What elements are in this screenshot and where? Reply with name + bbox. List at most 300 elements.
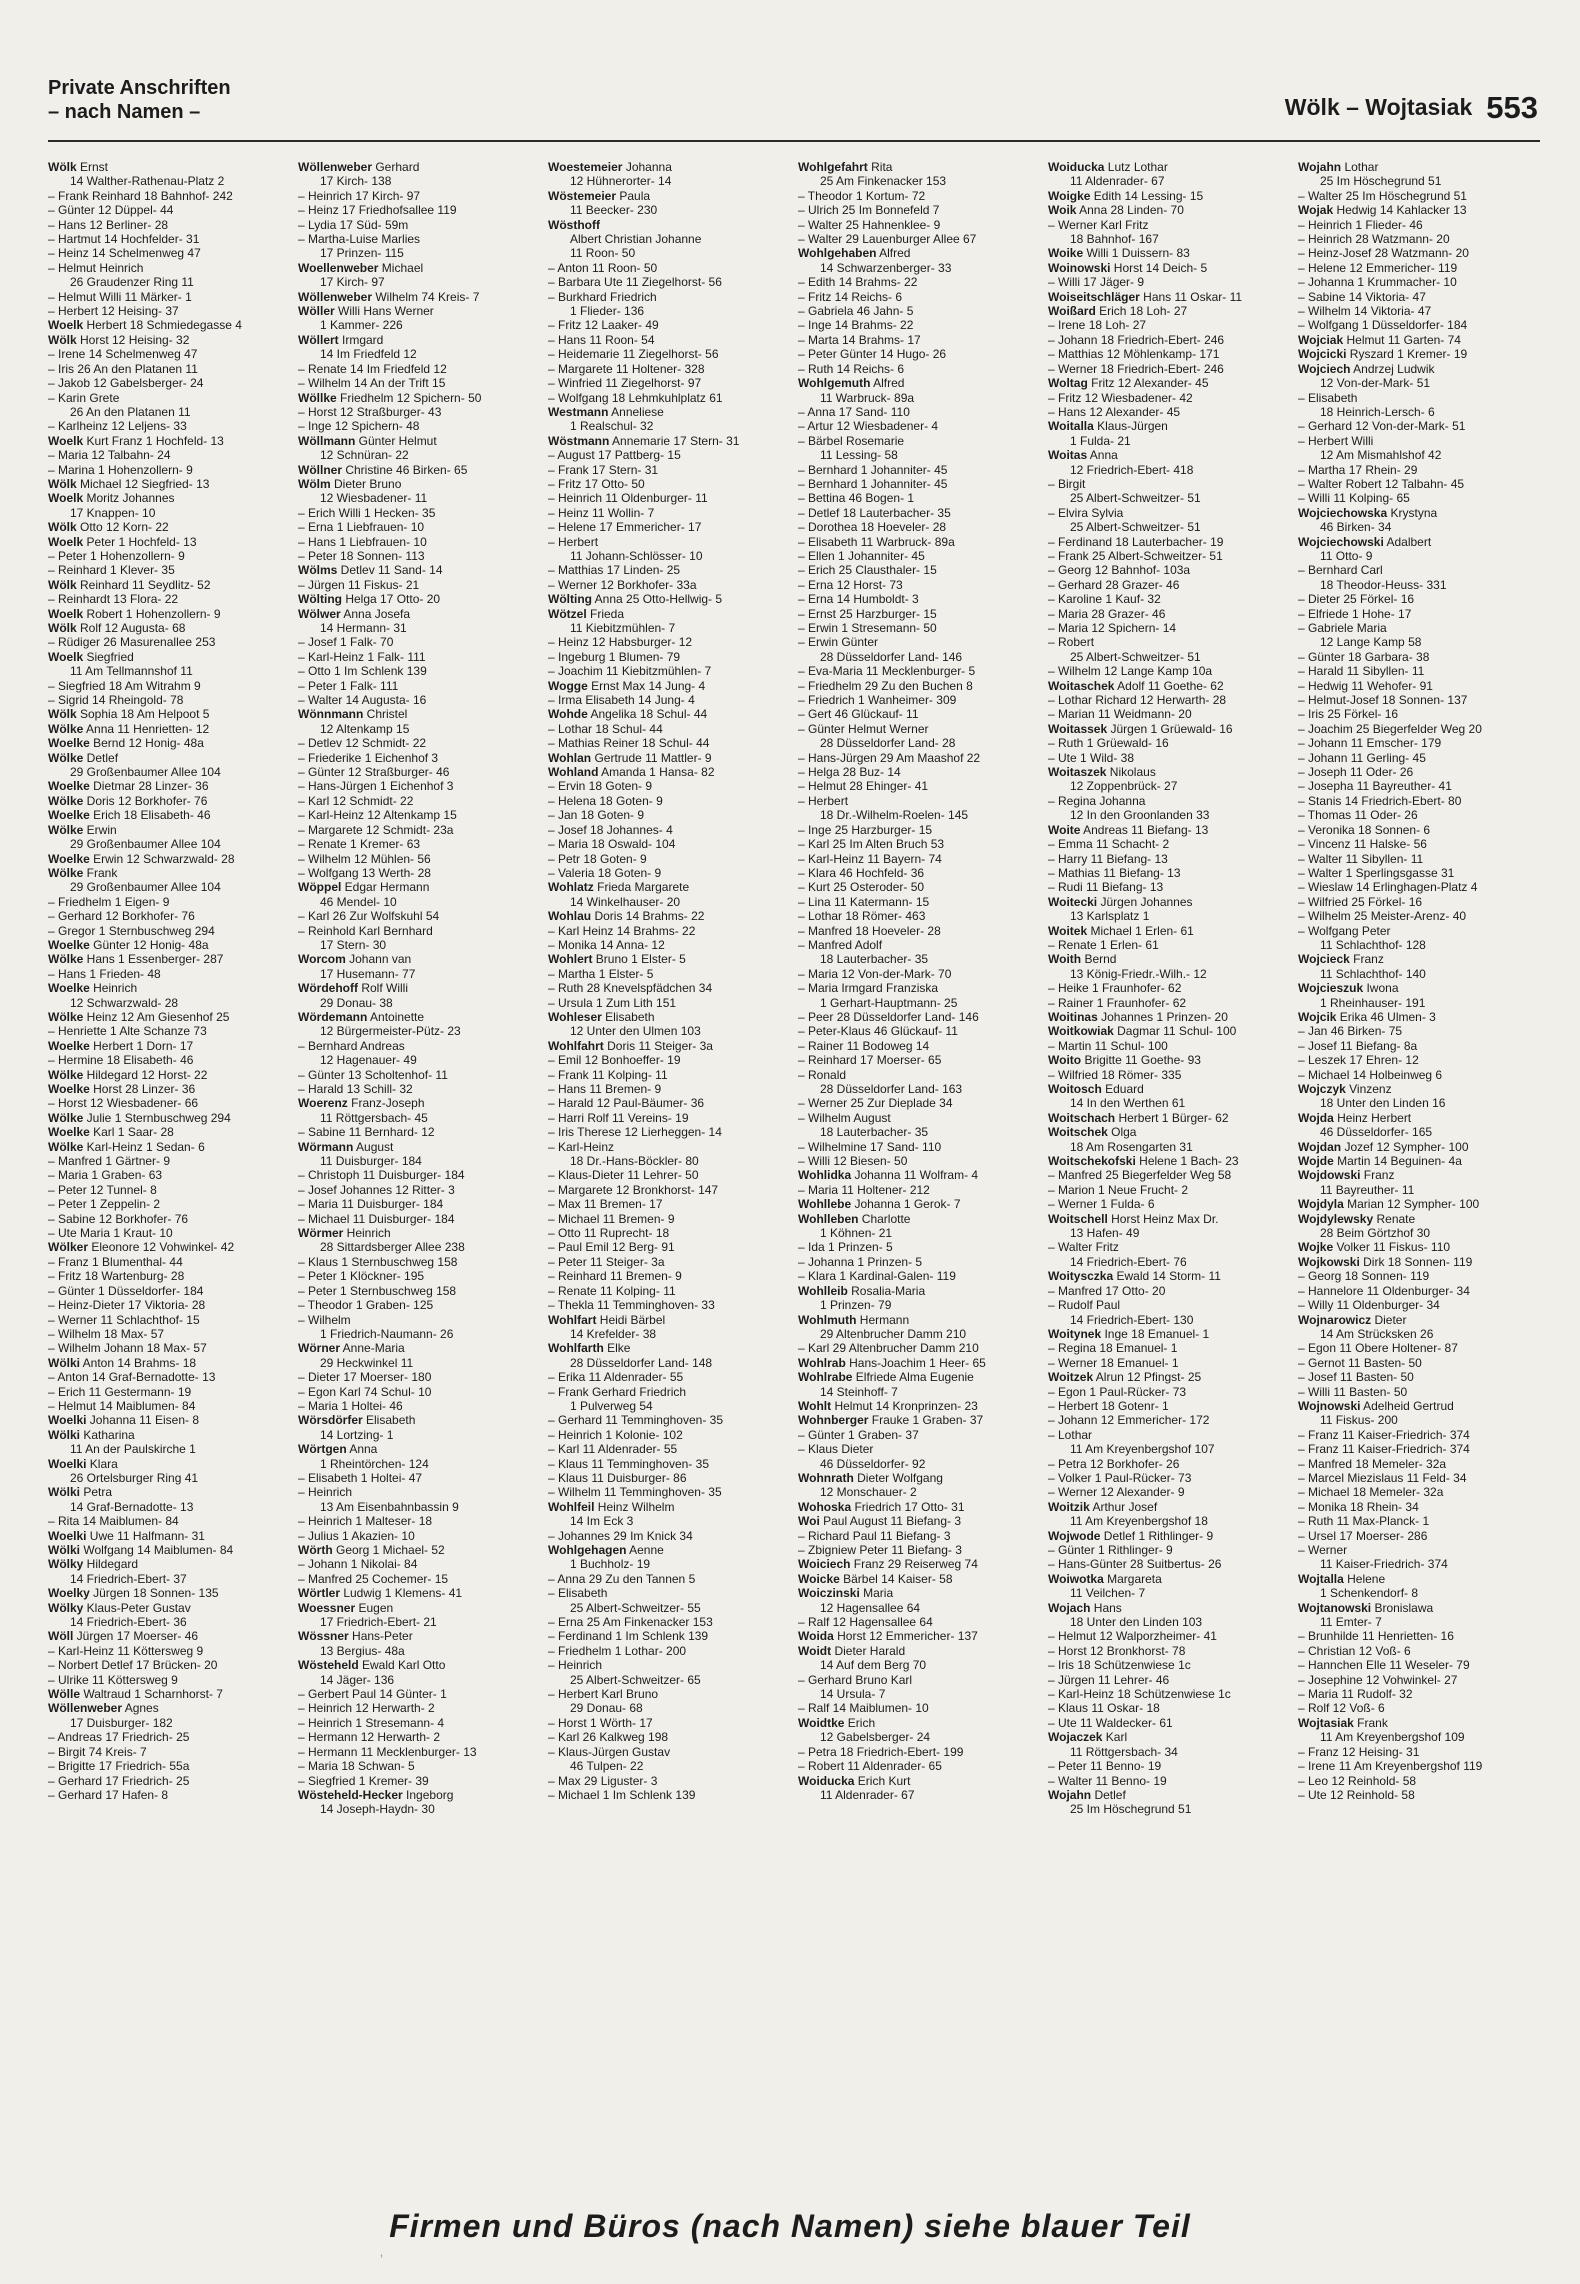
surname: Wölke	[48, 1009, 84, 1024]
directory-entry	[798, 1356, 1040, 1370]
surname: Wölke	[48, 793, 84, 808]
surname: Wojczyk	[1298, 1082, 1346, 1096]
sub-entry-text: – Lydia 17 Süd- 59m	[298, 217, 409, 232]
sub-entry-text: – Heinz-Dieter 17 Viktoria- 28	[48, 1298, 206, 1313]
sub-entry-text: – Friedhelm 1 Eigen- 9	[48, 894, 170, 909]
sub-entry-text: – Monika 18 Rhein- 34	[1298, 1499, 1419, 1514]
directory-entry	[48, 1774, 290, 1788]
sub-entry-text: – Maria 28 Grazer- 46	[1048, 606, 1166, 621]
directory-entry	[548, 880, 790, 909]
sub-entry-text: – Brunhilde 11 Henrietten- 16	[1298, 1629, 1454, 1644]
sub-entry-text: – Fritz 12 Laaker- 49	[548, 318, 659, 333]
address-line: 29 Altenbrucher Damm 210	[820, 1326, 967, 1341]
address-line: 12 Monschauer- 2	[820, 1485, 917, 1500]
sub-entry-text: – Friedhelm 29 Zu den Buchen 8	[798, 678, 973, 693]
sub-entry-text: – Walter 25 Hahnenklee- 9	[798, 217, 941, 232]
directory-entry	[1298, 304, 1540, 318]
directory-entry	[548, 1730, 790, 1744]
directory-entry	[548, 1068, 790, 1082]
entry-text: Renate	[1373, 1211, 1416, 1226]
sub-entry-text: – Heinrich 28 Watzmann- 20	[1298, 232, 1450, 247]
sub-entry-text: – Petra 12 Borkhofer- 26	[1048, 1456, 1180, 1471]
sub-entry-text: – Gerhard 17 Hafen- 8	[48, 1787, 169, 1802]
entry-text: Hans-Joachim 1 Heer- 65	[845, 1355, 986, 1370]
directory-entry	[48, 1039, 290, 1053]
address-line: 13 Karlsplatz 1	[1070, 909, 1150, 924]
directory-entry	[548, 1457, 790, 1471]
directory-entry	[798, 880, 1040, 894]
address-line: 1 Realschul- 32	[570, 419, 654, 434]
address-line: 29 Großenbaumer Allee 104	[70, 837, 221, 852]
directory-entry	[1298, 1774, 1540, 1788]
directory-entry	[1298, 1313, 1540, 1342]
entry-text: Elisabeth	[362, 1413, 416, 1428]
entry-text: Olga	[1107, 1125, 1137, 1140]
surname: Wojnarowicz	[1298, 1312, 1372, 1327]
directory-entry	[1298, 347, 1540, 361]
directory-entry	[548, 391, 790, 405]
directory-entry	[798, 477, 1040, 491]
directory-entry	[1048, 549, 1290, 563]
entry-text: Jürgen 17 Moerser- 46	[73, 1629, 199, 1644]
directory-entry	[798, 1240, 1040, 1254]
directory-entry	[798, 405, 1040, 419]
sub-entry-text: – Egon Karl 74 Schul- 10	[298, 1384, 432, 1399]
directory-column-3	[548, 160, 790, 2170]
directory-entry	[48, 1788, 290, 1802]
directory-entry	[298, 1485, 540, 1514]
entry-text: Hermann	[856, 1312, 910, 1327]
directory-entry	[298, 463, 540, 477]
sub-entry-text: – Irma Elisabeth 14 Jung- 4	[548, 693, 695, 708]
sub-entry-text: – Friedrich 1 Wanheimer- 309	[798, 693, 957, 708]
sub-entry-text: – Iris Therese 12 Lierheggen- 14	[548, 1125, 722, 1140]
directory-entry	[1298, 1039, 1540, 1053]
entry-text: Nikolaus	[1106, 765, 1156, 780]
directory-entry	[1298, 1716, 1540, 1745]
surname: Wojciak	[1298, 332, 1344, 347]
surname: Woelke	[48, 1082, 90, 1096]
directory-entry	[548, 765, 790, 779]
address-line: 13 Hafen- 49	[1070, 1226, 1140, 1241]
address-line: 29 Großenbaumer Allee 104	[70, 880, 221, 895]
sub-entry-text: – Julius 1 Akazien- 10	[298, 1528, 415, 1543]
entry-text: Wilhelm 74 Kreis- 7	[372, 289, 480, 304]
sub-entry-text: – Maria 11 Holtener- 212	[798, 1182, 930, 1197]
surname: Woessner	[298, 1600, 356, 1615]
entry-text: Volker 11 Fiskus- 110	[1333, 1240, 1451, 1255]
directory-entry	[1048, 333, 1290, 347]
sub-entry-text: – Rita 14 Maiblumen- 84	[48, 1514, 179, 1529]
sub-entry-text: – Manfred 1 Gärtner- 9	[48, 1154, 171, 1169]
directory-entry	[548, 1096, 790, 1110]
entry-text: Andreas 11 Biefang- 13	[1080, 822, 1209, 837]
directory-entry	[798, 1442, 1040, 1471]
directory-entry	[1298, 419, 1540, 433]
sub-entry-text: – Anton 11 Roon- 50	[548, 260, 658, 275]
directory-entry	[1298, 290, 1540, 304]
directory-entry	[1048, 1759, 1290, 1773]
directory-entry	[48, 434, 290, 448]
directory-entry	[1298, 1529, 1540, 1543]
sub-entry-text: – Mathias Reiner 18 Schul- 44	[548, 736, 710, 751]
sub-entry-text: – Michael 14 Holbeinweg 6	[1298, 1067, 1443, 1082]
surname: Wölker	[48, 1240, 89, 1255]
sub-entry-text: – Burkhard Friedrich	[548, 289, 657, 304]
address-line: 14 Am Strücksken 26	[1320, 1326, 1434, 1341]
surname: Woelke	[48, 851, 90, 866]
directory-entry	[798, 1428, 1040, 1442]
directory-column-5	[1048, 160, 1290, 2170]
directory-entry	[48, 779, 290, 793]
address-line: 1 Friedrich-Naumann- 26	[320, 1326, 454, 1341]
directory-entry	[298, 304, 540, 333]
sub-entry-text: – Wilfried 18 Römer- 335	[1048, 1067, 1182, 1082]
entry-text: Sophia 18 Am Helpoot 5	[76, 707, 210, 722]
entry-text: Hildegard 12 Horst- 22	[83, 1067, 208, 1082]
sub-entry-text: – Martha 17 Rhein- 29	[1298, 462, 1418, 477]
directory-entry	[548, 1111, 790, 1125]
directory-entry	[1298, 1197, 1540, 1211]
surname: Woitzik	[1048, 1499, 1090, 1514]
directory-entry	[1048, 535, 1290, 549]
directory-entry	[798, 1313, 1040, 1342]
sub-entry-text: – Petr 18 Goten- 9	[548, 851, 647, 866]
sub-entry-text: – Hans 1 Liebfrauen- 10	[298, 534, 427, 549]
directory-entry	[1298, 592, 1540, 606]
address-line: 29 Donau- 38	[320, 995, 393, 1010]
address-line: 14 Krefelder- 38	[570, 1326, 657, 1341]
entry-text: Petra	[80, 1485, 113, 1500]
sub-entry-text: – Maria 18 Oswald- 104	[548, 837, 676, 852]
directory-entry	[1048, 376, 1290, 390]
directory-entry	[298, 1096, 540, 1125]
sub-entry-text: – Dieter 25 Förkel- 16	[1298, 592, 1415, 607]
sub-entry-text: – Erna 14 Humboldt- 3	[798, 592, 919, 607]
surname: Wojciechowski	[1298, 534, 1384, 549]
sub-entry-text: – Karl-Heinz 18 Schützenwiese 1c	[1048, 1687, 1231, 1702]
directory-entry	[1048, 938, 1290, 952]
surname: Woito	[1048, 1053, 1082, 1068]
sub-entry-text: – Frank 25 Albert-Schweitzer- 51	[1048, 548, 1223, 563]
entry-text: Helga 17 Otto- 20	[341, 592, 441, 607]
surname: Woik	[1048, 203, 1077, 218]
sub-entry-text: – Helene 12 Emmericher- 119	[1298, 260, 1458, 275]
directory-entry	[1048, 607, 1290, 621]
sub-entry-text: – Harri Rolf 11 Vereins- 19	[548, 1110, 689, 1125]
surname: Wördemann	[298, 1009, 368, 1024]
directory-entry	[798, 1586, 1040, 1615]
surname: Wohlleib	[798, 1283, 848, 1298]
directory-entry	[1048, 405, 1290, 419]
sub-entry-text: – Zbigniew Peter 11 Biefang- 3	[798, 1543, 962, 1557]
address-line: 25 Albert-Schweitzer- 65	[570, 1672, 701, 1687]
address-line: 1 Buchholz- 19	[570, 1557, 651, 1572]
address-line: 11 Warbruck- 89a	[820, 390, 915, 405]
directory-entry	[1048, 592, 1290, 606]
directory-entry	[1048, 1413, 1290, 1427]
directory-entry	[548, 1240, 790, 1254]
surname: Wohlfeil	[548, 1499, 595, 1514]
address-line: 25 Albert-Schweitzer- 51	[1070, 520, 1201, 535]
sub-entry-text: – Klara 46 Hochfeld- 36	[798, 865, 925, 880]
sub-entry-text: – Helmut 12 Walporzheimer- 41	[1048, 1629, 1217, 1644]
surname: Wölting	[548, 592, 592, 607]
sub-entry-text: – Wilhelm Johann 18 Max- 57	[48, 1341, 207, 1356]
directory-entry	[298, 779, 540, 793]
surname: Woelke	[48, 981, 90, 996]
directory-entry	[798, 232, 1040, 246]
directory-entry	[1298, 1514, 1540, 1528]
sub-entry-text: – Ruth 1 Grüewald- 16	[1048, 736, 1169, 751]
address-line: 14 Friedrich-Ebert- 130	[1070, 1312, 1194, 1327]
directory-entry	[298, 1341, 540, 1370]
entry-text: Detlef 1 Rithlinger- 9	[1100, 1528, 1214, 1543]
sub-entry-text: – Peter 1 Zeppelin- 2	[48, 1197, 161, 1212]
directory-entry	[548, 1471, 790, 1485]
directory-entry	[798, 1500, 1040, 1514]
entry-text: Günter 12 Honig- 48a	[89, 937, 209, 952]
directory-entry	[298, 1413, 540, 1442]
address-line: 46 Düsseldorfer- 165	[1320, 1125, 1433, 1140]
directory-entry	[1298, 1370, 1540, 1384]
address-line: 11 Emter- 7	[1320, 1615, 1382, 1630]
directory-entry	[798, 1413, 1040, 1427]
surname: Wösthoff	[548, 217, 600, 232]
sub-entry-text: – Manfred 25 Cochemer- 15	[298, 1571, 449, 1586]
sub-entry-text: – Walter 1 Sperlingsgasse 31	[1298, 865, 1455, 880]
directory-entry	[798, 664, 1040, 678]
directory-entry	[548, 1284, 790, 1298]
directory-entry	[1048, 1039, 1290, 1053]
surname: Wojke	[1298, 1240, 1334, 1255]
surname: Wohlgehagen	[548, 1543, 627, 1557]
surname: Wojtasiak	[1298, 1715, 1354, 1730]
surname: Woerenz	[298, 1096, 348, 1111]
directory-entry	[798, 1716, 1040, 1745]
directory-entry	[48, 1341, 290, 1355]
address-line: 28 Düsseldorfer Land- 28	[820, 736, 956, 751]
sub-entry-text: – Lothar Richard 12 Herwarth- 28	[1048, 693, 1227, 708]
address-line: 12 Bürgermeister-Pütz- 23	[320, 1024, 461, 1039]
entry-text: Herbert 1 Bürger- 62	[1115, 1110, 1229, 1125]
surname: Wöllke	[298, 390, 337, 405]
directory-entry	[1298, 203, 1540, 217]
sub-entry-text: – Theodor 1 Graben- 125	[298, 1298, 434, 1313]
directory-entry	[798, 693, 1040, 707]
surname: Wojdan	[1298, 1139, 1342, 1154]
surname: Wölting	[298, 592, 342, 607]
directory-entry	[1298, 362, 1540, 391]
entry-text: Frauke 1 Graben- 37	[868, 1413, 984, 1428]
directory-entry	[1048, 391, 1290, 405]
sub-entry-text: – Otto 11 Ruprecht- 18	[548, 1226, 670, 1241]
entry-text: Herbert 18 Schmiedegasse 4	[83, 318, 242, 333]
surname: Wölle	[48, 1687, 80, 1702]
directory-entry	[1048, 160, 1290, 189]
directory-entry	[798, 635, 1040, 664]
entry-text: Eleonore 12 Vohwinkel- 42	[88, 1240, 235, 1255]
directory-entry	[798, 1629, 1040, 1643]
directory-entry	[48, 1529, 290, 1543]
sub-entry-text: – Wolfgang 13 Werth- 28	[298, 865, 431, 880]
sub-entry-text: – Heinrich 1 Flieder- 46	[1298, 217, 1423, 232]
directory-entry	[1298, 808, 1540, 822]
sub-entry-text: – Gerhard 11 Temminghoven- 35	[548, 1413, 723, 1428]
directory-entry	[1048, 722, 1290, 736]
directory-entry	[1298, 607, 1540, 621]
sub-entry-text: – Günter 13 Scholtenhof- 11	[298, 1067, 448, 1082]
address-line: 12 Altenkamp 15	[320, 721, 410, 736]
surname: Wohnrath	[798, 1470, 854, 1485]
sub-entry-text: – Ruth 14 Reichs- 6	[798, 361, 905, 376]
sub-entry-text: – Bärbel Rosemarie	[798, 433, 905, 448]
surname: Woitinas	[1048, 1009, 1098, 1024]
sub-entry-text: – Johann 18 Friedrich-Ebert- 246	[1048, 332, 1225, 347]
directory-column-4	[798, 160, 1040, 2170]
sub-entry-text: – Werner Karl Fritz	[1048, 217, 1149, 232]
entry-text: Heinrich	[89, 981, 138, 996]
surname: Woelk	[48, 318, 84, 333]
directory-entry	[48, 1745, 290, 1759]
directory-entry	[798, 722, 1040, 751]
sub-entry-text: – Johann 12 Emmericher- 172	[1048, 1413, 1210, 1428]
directory-entry	[1048, 203, 1290, 217]
sub-entry-text: – Ferdinand 18 Lauterbacher- 19	[1048, 534, 1224, 549]
entry-text: Heinz Herbert	[1333, 1110, 1412, 1125]
address-line: 14 Joseph-Haydn- 30	[320, 1802, 435, 1817]
entry-text: Adalbert	[1383, 534, 1432, 549]
directory-entry	[548, 563, 790, 577]
directory-entry	[798, 967, 1040, 981]
sub-entry-text: – Reinhardt 13 Flora- 22	[48, 592, 179, 607]
sub-entry-text: – Peter 1 Falk- 111	[298, 678, 399, 693]
sub-entry-text: – Hans 11 Roon- 54	[548, 332, 655, 347]
directory-entry	[1298, 1428, 1540, 1442]
directory-entry	[298, 1140, 540, 1169]
sub-entry-text: – Marta 14 Brahms- 17	[798, 332, 921, 347]
directory-entry	[1048, 1370, 1290, 1384]
sub-entry-text: – Matthias 17 Linden- 25	[548, 563, 681, 578]
entry-text: Hans 1 Essenberger- 287	[83, 952, 224, 967]
entry-text: Franz	[1349, 952, 1384, 967]
directory-entry	[548, 664, 790, 678]
directory-entry	[298, 1226, 540, 1255]
sub-entry-text: – Harald 12 Paul-Bäumer- 36	[548, 1096, 705, 1111]
directory-entry	[1048, 448, 1290, 477]
entry-text: Dieter Wolfgang	[853, 1470, 943, 1485]
sub-entry-text: – Ralf 12 Hagensallee 64	[798, 1615, 933, 1630]
directory-entry	[798, 909, 1040, 923]
page-header	[48, 72, 1538, 144]
sub-entry-text: – Wieslaw 14 Erlinghagen-Platz 4	[1298, 880, 1478, 895]
directory-entry	[798, 707, 1040, 721]
surname: Wöllmann	[298, 433, 356, 448]
directory-entry	[548, 463, 790, 477]
entry-text: Johanna	[622, 160, 672, 174]
sub-entry-text: – Peter 1 Sternbuschweg 158	[298, 1283, 457, 1298]
sub-entry-text: – Gerhard Bruno Karl	[798, 1672, 913, 1687]
directory-entry	[48, 1485, 290, 1514]
directory-entry	[548, 1644, 790, 1658]
directory-entry	[548, 1341, 790, 1370]
sub-entry-text: – Horst 12 Wiesbadener- 66	[48, 1096, 199, 1111]
sub-entry-text: – Peter Günter 14 Hugo- 26	[798, 347, 947, 362]
directory-entry	[1048, 1471, 1290, 1485]
directory-entry	[48, 808, 290, 822]
directory-entry	[1048, 1269, 1290, 1283]
directory-entry	[48, 679, 290, 693]
entry-text: Irmgard	[338, 332, 384, 347]
entry-text: Herbert 1 Dorn- 17	[89, 1038, 194, 1053]
directory-entry	[48, 693, 290, 707]
directory-entry	[798, 160, 1040, 189]
directory-entry	[48, 823, 290, 852]
sub-entry-text: – Detlef 18 Lauterbacher- 35	[798, 505, 951, 520]
sub-entry-text: – Heinz 17 Friedhofsallee 119	[298, 203, 457, 218]
sub-entry-text: – Franz 12 Heising- 31	[1298, 1744, 1420, 1759]
entry-text: Dagmar 11 Schul- 100	[1113, 1024, 1237, 1039]
surname: Woi	[798, 1514, 820, 1529]
surname: Wohlert	[548, 952, 593, 967]
surname: Wohde	[548, 707, 588, 722]
directory-entry	[298, 1442, 540, 1471]
sub-entry-text: – Hans 12 Berliner- 28	[48, 217, 169, 232]
surname: Wölm	[298, 476, 331, 491]
directory-entry	[548, 607, 790, 636]
stray-mark: ʼ	[380, 2252, 384, 2268]
surname: Wölki	[48, 1355, 80, 1370]
entry-text: Heinz 12 Am Giesenhof 25	[83, 1009, 230, 1024]
directory-entry	[1048, 275, 1290, 289]
directory-entry	[298, 1730, 540, 1744]
directory-entry	[798, 1154, 1040, 1168]
sub-entry-text: – Karl-Heinz 12 Altenkamp 15	[298, 808, 457, 823]
sub-entry-text: – Karl-Heinz	[548, 1139, 615, 1154]
directory-entry	[1048, 736, 1290, 750]
sub-entry-text: – Michael 11 Duisburger- 184	[298, 1211, 455, 1226]
surname: Woiseitschläger	[1048, 289, 1140, 304]
entry-text: Adelheid Gertrud	[1360, 1398, 1454, 1413]
directory-entry	[548, 1298, 790, 1312]
directory-entry	[1048, 261, 1290, 275]
directory-entry	[798, 333, 1040, 347]
address-line: 12 Hagensallee 64	[820, 1600, 921, 1615]
directory-entry	[548, 1212, 790, 1226]
sub-entry-text: – Christoph 11 Duisburger- 184	[298, 1168, 465, 1183]
directory-entry	[1048, 679, 1290, 693]
sub-entry-text: – Sabine 12 Borkhofer- 76	[48, 1211, 189, 1226]
address-line: 14 Walther-Rathenau-Platz 2	[70, 174, 225, 189]
address-line: 14 Steinhoff- 7	[820, 1384, 898, 1399]
directory-entry	[1298, 1745, 1540, 1759]
directory-entry	[48, 895, 290, 909]
entry-text: Hans	[1090, 1600, 1122, 1615]
directory-entry	[548, 1313, 790, 1342]
sub-entry-text: – Rudolf Paul	[1048, 1298, 1121, 1313]
directory-entry	[548, 1010, 790, 1039]
directory-entry	[1048, 1457, 1290, 1471]
sub-entry-text: – August 17 Pattberg- 15	[548, 448, 681, 463]
directory-entry	[548, 290, 790, 319]
sub-entry-text: – Elfriede 1 Hohe- 17	[1298, 606, 1412, 621]
directory-entry	[48, 1284, 290, 1298]
address-line: 18 Lauterbacher- 35	[820, 1125, 929, 1140]
sub-entry-text: – Erna 25 Am Finkenacker 153	[548, 1615, 713, 1630]
entry-text: Detlef	[1091, 1787, 1126, 1802]
directory-entry	[798, 794, 1040, 823]
sub-entry-text: – Hermann 12 Herwarth- 2	[298, 1730, 441, 1745]
